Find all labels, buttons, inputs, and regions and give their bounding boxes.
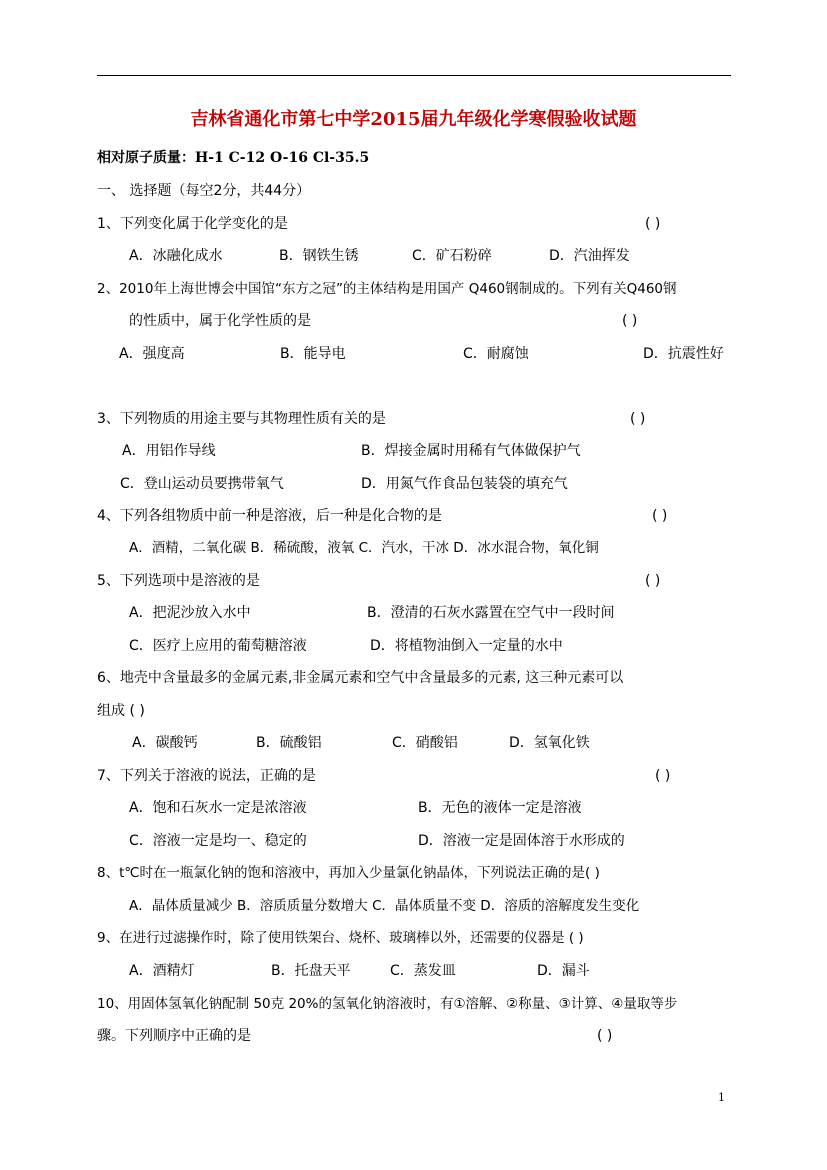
question-1-answer-blank: ( )	[645, 216, 661, 232]
question-9-option-c: C．蒸发皿	[390, 963, 456, 979]
question-10-stem-line1: 10、用固体氢氧化钠配制 50克 20%的氢氧化钠溶液时，有①溶解、②称量、③计算、④量取等步	[97, 996, 678, 1012]
question-9-option-a: A．酒精灯	[129, 963, 195, 979]
question-4-options: A．酒精，二氧化碳 B．稀硫酸，液氧 C．汽水，干冰 D．冰水混合物，氧化铜	[129, 540, 599, 556]
question-1-option-d: D．汽油挥发	[549, 248, 630, 264]
question-2-option-b: B．能导电	[280, 346, 346, 362]
question-6-option-a: A．碳酸钙	[132, 735, 198, 751]
question-2-stem-line2: 的性质中，属于化学性质的是	[129, 313, 311, 329]
question-3-option-a: A．用铝作导线	[122, 443, 216, 459]
question-7-option-a: A．饱和石灰水一定是浓溶液	[129, 800, 307, 816]
question-5-option-c: C．医疗上应用的葡萄糖溶液	[129, 638, 307, 654]
question-1-option-c: C．矿石粉碎	[412, 248, 492, 264]
question-3-answer-blank: ( )	[630, 411, 646, 427]
question-6-option-c: C．硝酸铝	[392, 735, 458, 751]
question-1-option-b: B．钢铁生锈	[279, 248, 359, 264]
question-5-stem: 5、下列选项中是溶液的是	[97, 573, 260, 589]
question-1-option-a: A．冰融化成水	[129, 248, 223, 264]
question-6-option-b: B．硫酸铝	[256, 735, 322, 751]
question-2-option-a: A．强度高	[119, 346, 185, 362]
question-5-option-b: B．澄清的石灰水露置在空气中一段时间	[367, 605, 615, 621]
page-title: 吉林省通化市第七中学2015届九年级化学寒假验收试题	[190, 109, 637, 130]
question-7-option-b: B．无色的液体一定是溶液	[418, 800, 582, 816]
question-4-answer-blank: ( )	[652, 508, 668, 524]
question-2-stem-line1: 2、2010年上海世博会中国馆“东方之冠”的主体结构是用国产 Q460钢制成的。下列有关Q460钢	[97, 281, 677, 297]
question-2-answer-blank: ( )	[622, 313, 638, 329]
question-10-stem-line2: 骤。下列顺序中正确的是	[97, 1028, 251, 1044]
question-5-option-d: D．将植物油倒入一定量的水中	[370, 638, 563, 654]
question-2-option-d: D．抗震性好	[643, 346, 724, 362]
question-8-stem: 8、t℃时在一瓶氯化钠的饱和溶液中，再加入少量氯化钠晶体，下列说法正确的是( )	[97, 865, 600, 881]
question-6-stem-line2: 组成 ( )	[97, 703, 145, 719]
question-7-answer-blank: ( )	[655, 768, 671, 784]
question-7-option-d: D．溶液一定是固体溶于水形成的	[418, 833, 625, 849]
question-6-stem-line1: 6、地壳中含量最多的金属元素,非金属元素和空气中含量最多的元素, 这三种元素可以	[97, 670, 624, 686]
question-3-option-b: B．焊接金属时用稀有气体做保护气	[361, 443, 581, 459]
atomic-mass-line: 相对原子质量：H-1 C-12 O-16 Cl-35.5	[97, 150, 370, 166]
question-9-option-d: D．漏斗	[537, 963, 590, 979]
question-6-option-d: D．氢氧化铁	[509, 735, 590, 751]
question-3-option-d: D．用氮气作食品包装袋的填充气	[361, 476, 568, 492]
question-5-option-a: A．把泥沙放入水中	[129, 605, 251, 621]
question-3-option-c: C．登山运动员要携带氧气	[120, 476, 284, 492]
question-4-stem: 4、下列各组物质中前一种是溶液，后一种是化合物的是	[97, 508, 442, 524]
section-heading: 一、 选择题（每空2分，共44分）	[97, 183, 311, 199]
header-rule	[97, 75, 731, 76]
page-number: 1	[718, 1091, 725, 1104]
question-9-option-b: B．托盘天平	[271, 963, 351, 979]
question-2-option-c: C．耐腐蚀	[463, 346, 529, 362]
question-10-answer-blank: ( )	[597, 1028, 613, 1044]
question-1-stem: 1、下列变化属于化学变化的是	[97, 216, 288, 232]
question-9-stem: 9、在进行过滤操作时，除了使用铁架台、烧杯、玻璃棒以外，还需要的仪器是 ( )	[97, 930, 584, 946]
question-5-answer-blank: ( )	[645, 573, 661, 589]
question-8-options: A．晶体质量减少 B．溶质质量分数增大 C．晶体质量不变 D．溶质的溶解度发生变化	[129, 898, 640, 914]
question-7-stem: 7、下列关于溶液的说法，正确的是	[97, 768, 316, 784]
question-3-stem: 3、下列物质的用途主要与其物理性质有关的是	[97, 411, 386, 427]
question-7-option-c: C．溶液一定是均一、稳定的	[129, 833, 307, 849]
